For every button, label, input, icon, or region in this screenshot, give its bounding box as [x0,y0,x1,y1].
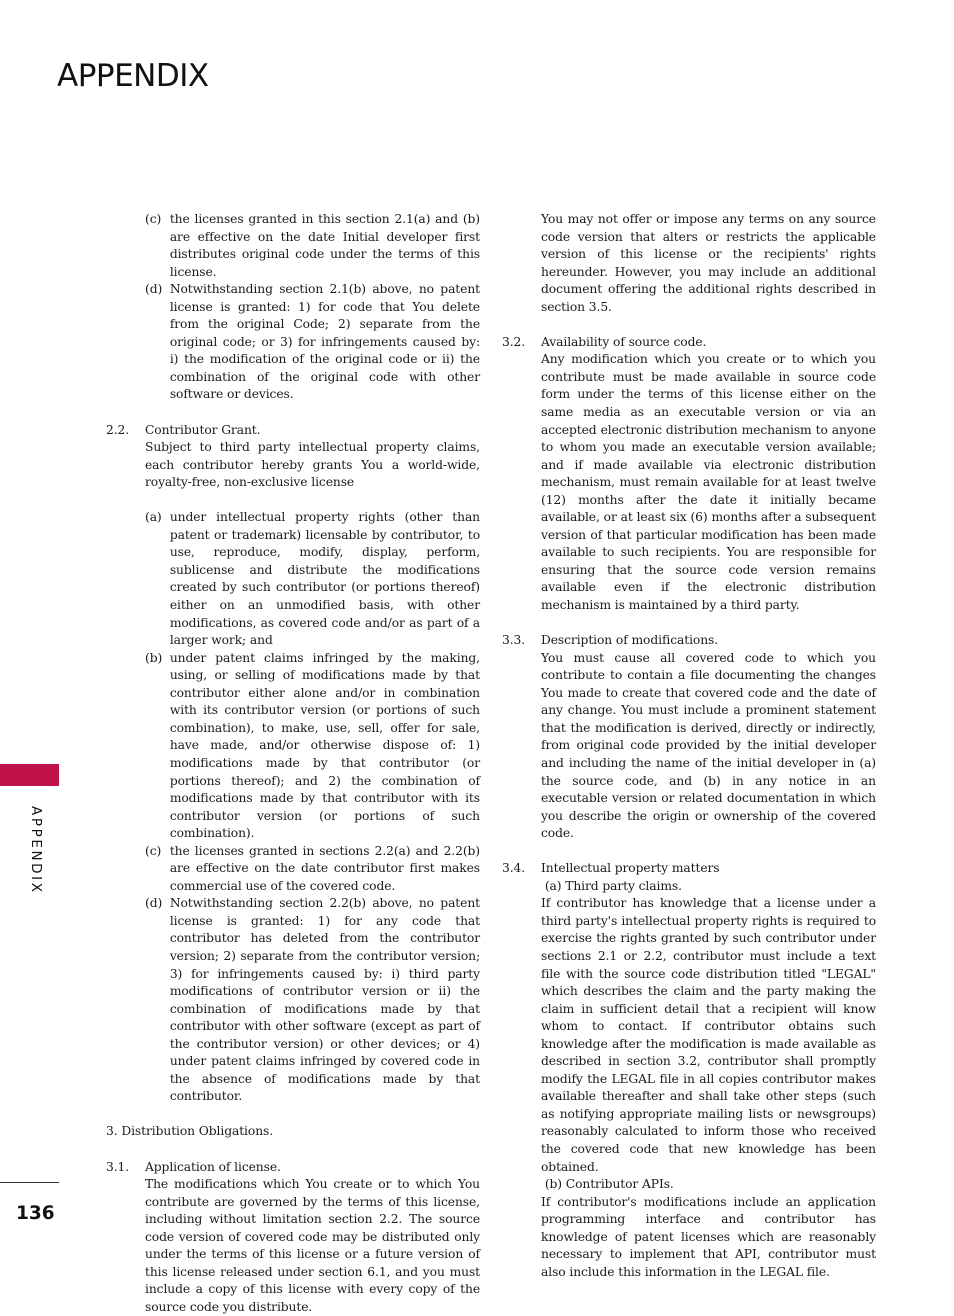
clause-text: Notwithstanding section 2.2(b) above, no patent license is granted: 1) for any code that contributor has deleted from the contributor version; 2) separate from the contributor version; 3) for infringements caused by: i) third party modifications of contributor version or ii) the combination of modifications made by that contributor with other software (except as part of the contributor version) or other devices; or 4) under patent claims infringed by covered code in the absence of modifications made by that contributor. [169,896,480,1104]
left-column [106,211,480,1316]
clause-marker: (c) [145,212,162,226]
right-column [502,211,876,1281]
section-text: The modifications which You create or to which You contribute are governed by the terms of this license, including without limitation section 2.2. The source code version of covered code may be distributed only under the terms of this license or a future version of this license released under section 6.1, and you must include a copy of this license with every copy of the source code you distribute. [145,1177,480,1314]
clause-2-1-c [145,211,480,281]
section-number: 3.4. [502,861,526,876]
section-3-3 [502,632,876,843]
subsection-a-title: (a) Third party claims. [544,878,682,893]
clause-marker: (d) [145,896,163,911]
clause-text: Notwithstanding section 2.1(b) above, no patent license is granted: 1) for code that You delete from the original Code; 2) separate from the original code; or 3) for infringements caused by: i) the modification of the original code or ii) the combination of the original code with other software or devices. [169,282,480,402]
clause-marker: (b) [145,650,163,665]
clause-2-2-c [145,843,480,896]
section-text: Any modification which you create or to which you contribute must be made available in source code form under the terms of this license either on the same media as an executable version or via an accepted electronic distribution mechanism to anyone to whom you made an executable version available; and if made available via electronic distribution mechanism, must remain available for at least twelve (12) months after the date it initially became available, or at least six (6) months after a subsequent version of that particular modification has been made available to such recipients. You are responsible for ensuring that the source code version remains available even if the electronic distribution mechanism is maintained by a third party. [541,352,876,613]
section-title: Availability of source code. [541,334,707,349]
section-title: Contributor Grant. [145,422,261,437]
section-number: 3.1. [106,1159,130,1174]
section-title: Description of modifications. [541,633,719,648]
clause-text: under intellectual property rights (other than patent or trademark) licensable by contributor, to use, reproduce, modify, display, perform, sublicense and distribute the modifications created by such contributor (or portions thereof) either on an unmodified basis, with other modifications, as covered code and/or as part of a larger work; and [169,510,480,648]
subsection-title [541,1176,876,1194]
section-3-2 [502,334,876,615]
section-title: Application of license. [145,1159,281,1174]
side-section-label: APPENDIX [28,806,44,895]
clause-marker: (d) [145,282,163,297]
section-tab-marker [0,764,59,786]
subsection-b-title: (b) Contributor APIs. [544,1177,674,1192]
section-number: 3.3. [502,633,526,648]
section-title: Intellectual property matters [541,861,720,876]
section-3-1 [106,1159,480,1316]
section-2-2-clauses [106,509,480,1106]
section-text: Subject to third party intellectual property claims, each contributor hereby grants You a world-wide, royalty-free, non-exclusive license [145,440,480,490]
section-3-4 [502,860,876,1281]
subsection-title [541,878,876,896]
page-number-rule [0,1182,59,1183]
clause-2-2-d [145,895,480,1106]
clause-2-1-d [145,281,480,404]
clause-text: under patent claims infringed by the making, using, or selling of modifications made by that contributor either alone and/or in combination with its contributor version (or portions of such combination), to make, use, sell, offer for sale, have made, and/or otherwise dispose of: 1) modifications made by that contributor (or portions thereof); and 2) the combination of modifications made by that contributor with its contributor version (or portions of such combination). [169,650,480,841]
page-number: 136 [16,1203,55,1224]
clause-text: the licenses granted in sections 2.2(a) and 2.2(b) are effective on the date contributor first makes commercial use of the covered code. [169,843,480,893]
clause-marker: (a) [145,510,162,525]
section-2-1-continued [106,211,480,404]
subsection-b-text: If contributor's modifications include an application programming interface and contributor has knowledge of patent licenses which are reasonably necessary to implement that API, contributor must also include this information in the LEGAL file. [541,1194,876,1279]
clause-marker: (c) [145,843,162,858]
section-2-2 [106,422,480,492]
clause-2-2-a [145,509,480,649]
section-number: 3.2. [502,334,526,349]
section-number: 2.2. [106,422,130,437]
page-title: APPENDIX [57,58,209,94]
section-3-heading: 3. Distribution Obligations. [106,1124,274,1139]
clause-2-2-b [145,650,480,843]
section-3-1-continued: You may not offer or impose any terms on any source code version that alters or restricts the applicable version of this license or the recipients' rights hereunder. However, you may include an additional document offering the additional rights described in section 3.5. [541,212,876,314]
section-text: You must cause all covered code to which you contribute to contain a file documenting the changes You made to create that covered code and the date of any change. You must include a prominent statement that the modification is derived, directly or indirectly, from original code provided by the initial developer and including the name of the initial developer in (a) the source code, and (b) in any notice in an executable version or related documentation in which you describe the origin or ownership of the covered code. [541,650,876,841]
subsection-a-text: If contributor has knowledge that a license under a third party's intellectual property rights is required to exercise the rights granted by such contributor under sections 2.1 or 2.2, contributor must include a text file with the source code distribution titled "LEGAL" which describes the claim and the party making the claim in sufficient detail that a recipient will know whom to contact. If contributor obtains such knowledge after the modification is made available as described in section 3.2, contributor shall promptly modify the LEGAL file in all copies contributor makes available thereafter and shall take other steps (such as notifying appropriate mailing lists or newsgroups) reasonably calculated to inform those who received the covered code that new knowledge has been obtained. [541,896,876,1174]
clause-text: the licenses granted in this section 2.1(a) and (b) are effective on the date Initial developer first distributes original code under the terms of this license. [169,212,480,279]
